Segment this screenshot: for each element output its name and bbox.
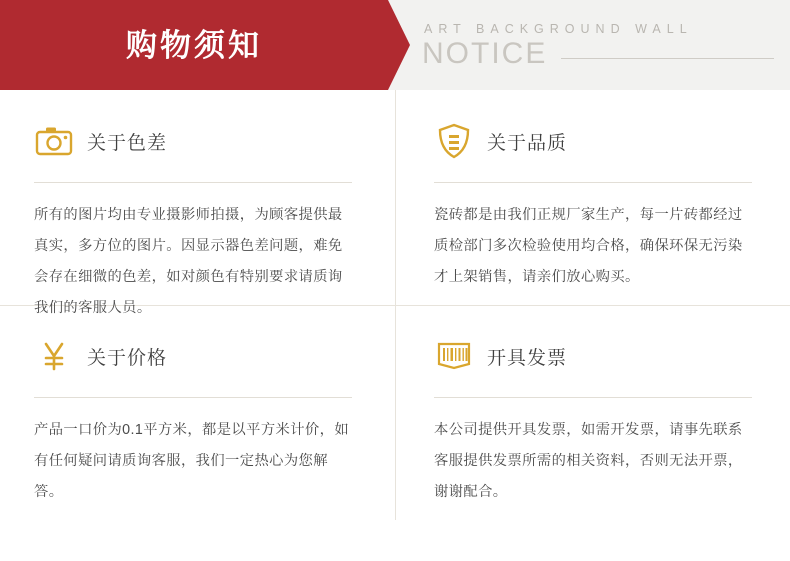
header-rule <box>561 58 774 59</box>
notice-item-body: 产品一口价为0.1平方米，都是以平方米计价，如有任何疑问请质询客服，我们一定热心为您解答。 <box>34 422 350 500</box>
shield-icon <box>434 121 474 161</box>
notice-item-body: 所有的图片均由专业摄影师拍摄，为顾客提供最真实，多方位的图片。因显示器色差问题，难免会存在细微的色差，如对颜色有特别要求请质询我们的客服人员。 <box>34 207 343 316</box>
header-english-title: NOTICE <box>422 36 548 70</box>
notice-item-title: 关于色差 <box>87 132 168 154</box>
red-triangle-decor <box>388 0 410 90</box>
notice-item <box>0 90 394 316</box>
notice-item <box>394 90 790 305</box>
page-header <box>0 0 790 90</box>
header-english-row <box>422 36 790 70</box>
notice-item-title: 开具发票 <box>487 347 568 369</box>
camera-icon <box>34 121 74 161</box>
notice-item-rule <box>34 397 352 398</box>
notice-item-body: 瓷砖都是由我们正规厂家生产，每一片砖都经过质检部门多次检验使用均合格，确保环保无污染才上架销售，请亲们放心购买。 <box>434 207 743 285</box>
notice-grid <box>0 90 790 520</box>
notice-item-title: 关于品质 <box>487 132 568 154</box>
notice-item-header <box>34 118 354 164</box>
notice-item-rule <box>34 182 352 183</box>
header-english-subtitle: ART BACKGROUND WALL <box>424 21 693 36</box>
notice-item-rule <box>434 397 752 398</box>
header-red-block <box>0 0 388 90</box>
notice-item-header <box>434 333 754 379</box>
notice-item-header <box>34 333 354 379</box>
notice-item-body: 本公司提供开具发票，如需开发票，请事先联系客服提供发票所需的相关资料，否则无法开票，谢谢配合。 <box>434 422 743 500</box>
notice-item-rule <box>434 182 752 183</box>
yuan-icon <box>34 336 74 376</box>
notice-item-header <box>434 118 754 164</box>
notice-item <box>394 305 790 520</box>
invoice-icon <box>434 336 474 376</box>
notice-item <box>0 305 394 520</box>
notice-item-title: 关于价格 <box>87 347 168 369</box>
page-title: 购物须知 <box>126 27 262 63</box>
header-english-block <box>388 0 790 90</box>
